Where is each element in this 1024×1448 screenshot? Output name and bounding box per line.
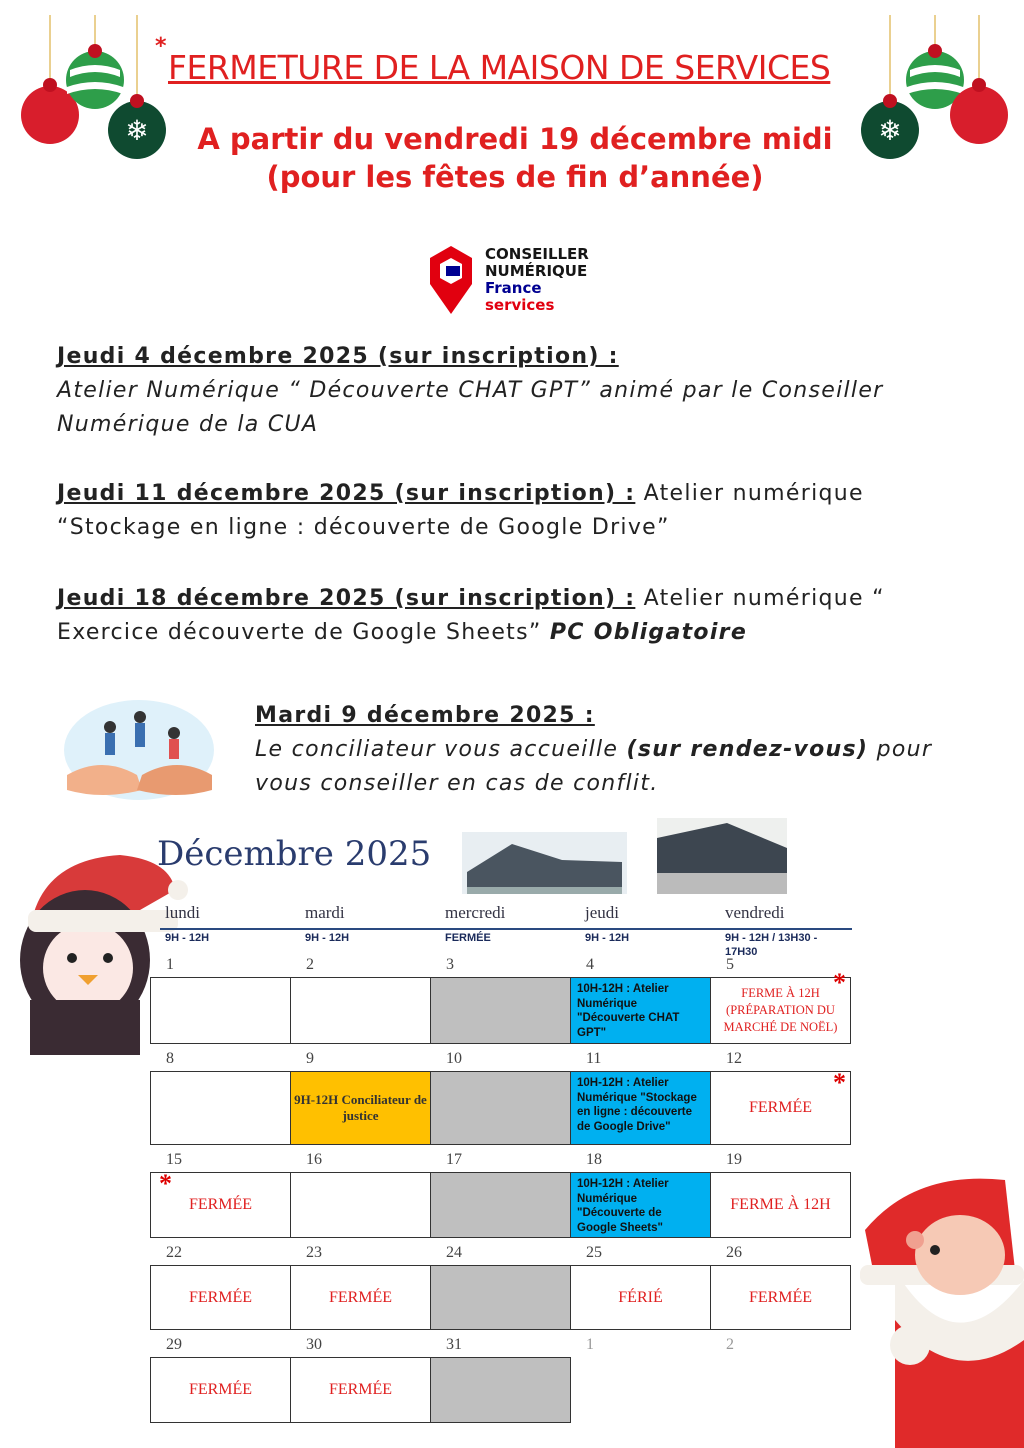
- event-heading: Mardi 9 décembre 2025 :: [255, 703, 595, 728]
- day-number: 31: [446, 1336, 462, 1353]
- day-number: 10: [446, 1050, 462, 1067]
- logo-line2: NUMÉRIQUE: [485, 262, 588, 280]
- event-text: pour vous conseiller en cas de conflit.: [255, 737, 933, 796]
- event-bold: (sur rendez-vous): [626, 737, 869, 762]
- weekday-mercredi: mercredi: [445, 903, 506, 922]
- title-asterisk: *: [155, 34, 167, 59]
- event-bold: PC Obligatoire: [549, 620, 748, 645]
- day-number: 29: [166, 1336, 182, 1353]
- page-title: FERMETURE DE LA MAISON DE SERVICES: [168, 48, 831, 87]
- calendar-cell: [430, 977, 571, 1044]
- event-heading: Jeudi 11 décembre 2025 (sur inscription) :: [57, 481, 636, 506]
- day-number: 3: [446, 956, 454, 973]
- calendar-cell: [150, 977, 291, 1044]
- event-text: Atelier numérique “ Exercice découverte de Google Sheets”: [57, 586, 885, 645]
- logo-line4: services: [485, 296, 555, 314]
- asterisk-icon: *: [833, 968, 846, 997]
- event-heading: Jeudi 4 décembre 2025 (sur inscription) :: [57, 344, 619, 369]
- calendar-cell: 9H-12H Conciliateur de justice: [290, 1071, 431, 1145]
- svg-text:❄: ❄: [125, 114, 149, 147]
- weekday-vendredi: vendredi: [725, 903, 785, 922]
- day-number: 25: [586, 1244, 602, 1261]
- opening-hours: 9H - 12H: [305, 932, 350, 944]
- subtitle: [150, 120, 880, 196]
- calendar-cell: FERMÉE: [710, 1265, 851, 1330]
- calendar-cell: 10H-12H : Atelier Numérique "Découverte de Google Sheets": [570, 1172, 711, 1238]
- day-number: 9: [306, 1050, 314, 1067]
- event-1: [57, 340, 957, 442]
- day-number: 11: [586, 1050, 602, 1067]
- day-number: 30: [306, 1336, 322, 1353]
- weekday-lundi: lundi: [165, 903, 200, 922]
- asterisk-icon: *: [159, 1169, 172, 1198]
- day-number: 18: [586, 1151, 602, 1168]
- calendar-cell: FÉRIÉ: [570, 1265, 711, 1330]
- opening-hours: 9H - 12H / 13H30 - 17H30: [725, 932, 818, 958]
- event-text: Le conciliateur vous accueille: [255, 737, 619, 762]
- event-text: Atelier Numérique “ Découverte CHAT GPT” animé par le Conseiller Numérique de la CUA: [57, 378, 884, 437]
- event-3: [57, 582, 957, 650]
- calendar-cell: 10H-12H : Atelier Numérique "Découverte CHAT GPT": [570, 977, 711, 1044]
- calendar-cell: FERMÉE: [150, 1357, 291, 1423]
- day-number: 23: [306, 1244, 322, 1261]
- calendar-cell: FERMÉE *: [710, 1071, 851, 1145]
- handshake-illustration-icon: [62, 695, 217, 805]
- conseiller-numerique-logo-icon: [428, 244, 474, 316]
- opening-hours: 9H - 12H: [165, 932, 210, 944]
- calendar-cell: 10H-12H : Atelier Numérique "Stockage en ligne : découverte de Google Drive": [570, 1071, 711, 1145]
- event-text: Atelier numérique “Stockage en ligne : découverte de Google Drive”: [57, 481, 864, 540]
- calendar-cell: FERMÉE *: [150, 1172, 291, 1238]
- opening-hours: FERMÉE: [445, 932, 491, 944]
- calendar-header-rule: [160, 928, 852, 930]
- calendar-cell: [430, 1265, 571, 1330]
- day-number: 26: [726, 1244, 742, 1261]
- building-photo-1: [462, 832, 627, 894]
- calendar-cell: FERME À 12H (PRÉPARATION DU MARCHÉ DE NOËL) *: [710, 977, 851, 1044]
- day-number: 8: [166, 1050, 174, 1067]
- building-photo-2: [657, 818, 787, 894]
- calendar-cell: [430, 1071, 571, 1145]
- day-number: 12: [726, 1050, 742, 1067]
- day-number: 4: [586, 956, 594, 973]
- calendar-cell: FERMÉE: [290, 1265, 431, 1330]
- day-number: 1: [586, 1336, 594, 1353]
- asterisk-icon: *: [833, 1068, 846, 1097]
- svg-text:❄: ❄: [878, 114, 902, 147]
- logo-line3: France: [485, 279, 542, 297]
- calendar-cell: [430, 1172, 571, 1238]
- calendar-cell: FERME À 12H: [710, 1172, 851, 1238]
- subtitle-line2: (pour les fêtes de fin d’année): [266, 160, 764, 194]
- day-number: 16: [306, 1151, 322, 1168]
- weekday-mardi: mardi: [305, 903, 345, 922]
- day-number: 15: [166, 1151, 182, 1168]
- day-number: 2: [306, 956, 314, 973]
- event-4: [255, 699, 955, 801]
- day-number: 1: [166, 956, 174, 973]
- weekday-jeudi: jeudi: [585, 903, 619, 922]
- day-number: 17: [446, 1151, 462, 1168]
- calendar-cell: [430, 1357, 571, 1423]
- day-number: 24: [446, 1244, 462, 1261]
- subtitle-line1: A partir du vendredi 19 décembre midi: [197, 122, 833, 156]
- logo-line1: CONSEILLER: [485, 245, 589, 263]
- calendar-cell: FERMÉE: [150, 1265, 291, 1330]
- opening-hours: 9H - 12H: [585, 932, 630, 944]
- day-number: 22: [166, 1244, 182, 1261]
- event-heading: Jeudi 18 décembre 2025 (sur inscription) :: [57, 586, 636, 611]
- calendar-cell: [290, 1172, 431, 1238]
- calendar-cell: [290, 977, 431, 1044]
- calendar-cell: [150, 1071, 291, 1145]
- santa-illustration-icon: [855, 1170, 1024, 1448]
- day-number: 19: [726, 1151, 742, 1168]
- calendar-title: Décembre 2025: [157, 834, 432, 874]
- day-number: 5: [726, 956, 734, 973]
- day-number: 2: [726, 1336, 734, 1353]
- calendar-cell: FERMÉE: [290, 1357, 431, 1423]
- event-2: [57, 477, 957, 545]
- logo-text: [485, 246, 589, 314]
